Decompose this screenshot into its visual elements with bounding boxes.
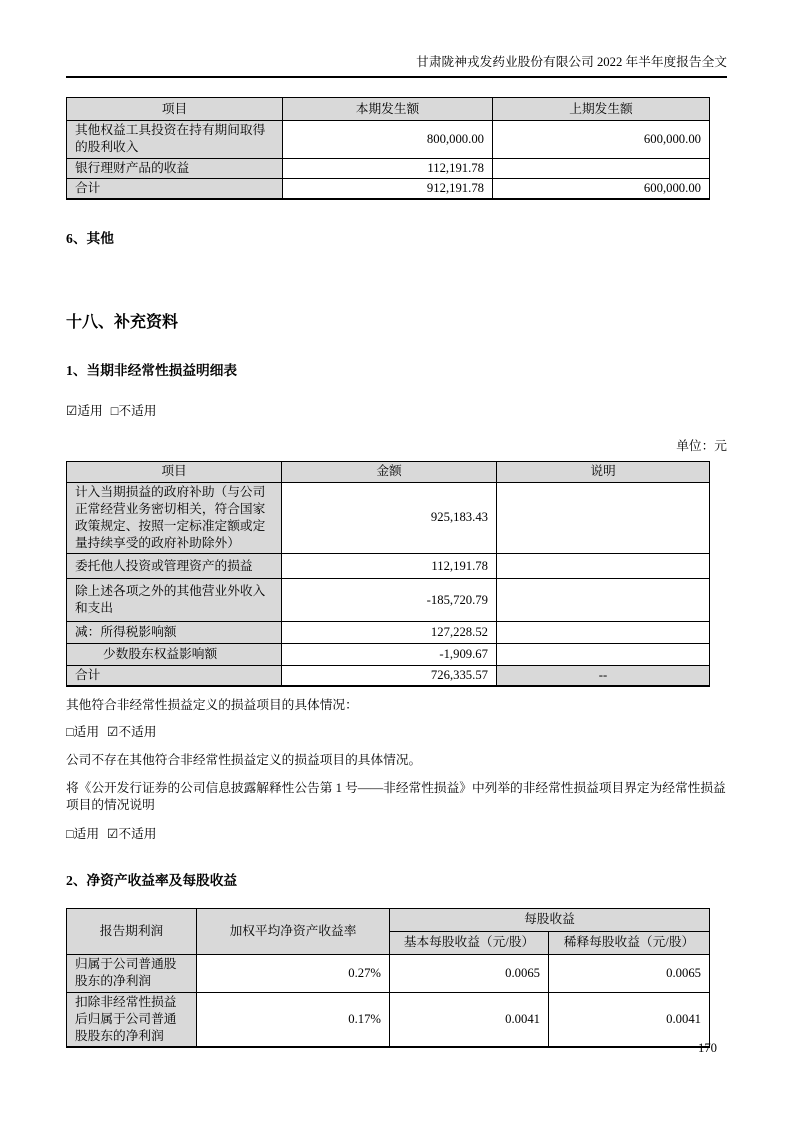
total-previous-value: 600,000.00	[493, 178, 710, 199]
income-header-previous: 上期发生额	[493, 98, 710, 121]
section-heading-supplement: 十八、补充资料	[66, 313, 179, 331]
row-item-label: 计入当期损益的政府补助（与公司正常经营业务密切相关，符合国家政策规定、按照一定标准定额或定量持续享受的政府补助除外）	[67, 482, 282, 554]
nonrecurring-table-header-row	[67, 461, 710, 482]
report-title: 甘肃陇神戎发药业股份有限公司 2022 年半年度报告全文	[416, 55, 727, 69]
table-row	[67, 579, 710, 622]
row-previous-value: 600,000.00	[493, 121, 710, 158]
roe-eps-header-row-1	[67, 908, 710, 931]
row-item-label: 归属于公司普通股股东的净利润	[67, 954, 197, 992]
row-note-value	[497, 622, 710, 644]
nonrecurring-table	[66, 461, 710, 688]
total-amount-value: 726,335.57	[282, 666, 497, 687]
checkbox-not-applicable-checked: ☑不适用	[107, 827, 157, 842]
header-profit-period: 报告期利润	[67, 908, 197, 954]
table-row	[67, 644, 710, 666]
row-item-label: 委托他人投资或管理资产的损益	[67, 554, 282, 579]
subsection-heading-roe-eps: 2、净资产收益率及每股收益	[66, 872, 238, 888]
row-item-label: 减：所得税影响额	[67, 622, 282, 644]
page-number: 170	[697, 1041, 717, 1055]
row-current-value: 112,191.78	[283, 158, 493, 178]
row-amount-value: 112,191.78	[282, 554, 497, 579]
row-amount-value: -1,909.67	[282, 644, 497, 666]
row-item-label: 除上述各项之外的其他营业外收入和支出	[67, 579, 282, 622]
paragraph-other-items: 其他符合非经常性损益定义的损益项目的具体情况：	[66, 698, 358, 713]
running-header	[66, 55, 727, 78]
row-amount-value: 925,183.43	[282, 482, 497, 554]
table-row	[67, 954, 710, 992]
table-row	[67, 482, 710, 554]
row-note-value	[497, 579, 710, 622]
row-item-label: 其他权益工具投资在持有期间取得的股利收入	[67, 121, 283, 158]
header-basic-eps: 基本每股收益（元/股）	[390, 931, 549, 954]
income-table	[66, 97, 710, 200]
paragraph-no-other-items: 公司不存在其他符合非经常性损益定义的损益项目的具体情况。	[66, 752, 422, 767]
row-note-value	[497, 644, 710, 666]
row-roe-value: 0.27%	[197, 954, 390, 992]
header-eps-group: 每股收益	[390, 908, 710, 931]
checkbox-applicable-unchecked: □适用	[66, 827, 100, 842]
roe-eps-table	[66, 908, 710, 1048]
applicability-line-1	[66, 403, 727, 421]
checkbox-applicable-unchecked: □适用	[66, 725, 100, 740]
nonrecurring-header-item: 项目	[67, 461, 282, 482]
applicability-line-3	[66, 826, 727, 844]
row-item-label: 扣除非经常性损益后归属于公司普通股股东的净利润	[67, 992, 197, 1047]
income-header-current: 本期发生额	[283, 98, 493, 121]
paragraph-reclassification-note: 将《公开发行证券的公司信息披露解释性公告第 1 号——非经常性损益》中列举的非经常性损益项目界定为经常性损益项目的情况说明	[66, 780, 726, 813]
table-total-row	[67, 666, 710, 687]
income-header-item: 项目	[67, 98, 283, 121]
total-note-value: --	[497, 666, 710, 687]
table-row	[67, 622, 710, 644]
header-diluted-eps: 稀释每股收益（元/股）	[549, 931, 710, 954]
total-label: 合计	[67, 666, 282, 687]
row-diluted-eps-value: 0.0065	[549, 954, 710, 992]
nonrecurring-header-amount: 金额	[282, 461, 497, 482]
total-current-value: 912,191.78	[283, 178, 493, 199]
checkbox-applicable-checked: ☑适用	[66, 403, 103, 418]
row-previous-value	[493, 158, 710, 178]
table-row	[67, 158, 710, 178]
row-roe-value: 0.17%	[197, 992, 390, 1047]
row-basic-eps-value: 0.0065	[390, 954, 549, 992]
checkbox-not-applicable-checked: ☑不适用	[107, 725, 157, 740]
applicability-line-2	[66, 724, 727, 742]
checkbox-not-applicable-unchecked: □不适用	[110, 403, 157, 418]
table-total-row	[67, 178, 710, 199]
table-row	[67, 121, 710, 158]
total-label: 合计	[67, 178, 283, 199]
row-diluted-eps-value: 0.0041	[549, 992, 710, 1047]
subsection-heading-nonrecurring: 1、当期非经常性损益明细表	[66, 362, 238, 378]
row-amount-value: -185,720.79	[282, 579, 497, 622]
row-basic-eps-value: 0.0041	[390, 992, 549, 1047]
header-weighted-roe: 加权平均净资产收益率	[197, 908, 390, 954]
income-table-header-row	[67, 98, 710, 121]
row-note-value	[497, 482, 710, 554]
row-item-label: 银行理财产品的收益	[67, 158, 283, 178]
unit-note: 单位：元	[676, 438, 727, 453]
table-row	[67, 554, 710, 579]
row-note-value	[497, 554, 710, 579]
row-amount-value: 127,228.52	[282, 622, 497, 644]
section-heading-other: 6、其他	[66, 230, 114, 246]
row-item-label: 少数股东权益影响额	[67, 644, 282, 666]
nonrecurring-header-note: 说明	[497, 461, 710, 482]
table-row	[67, 992, 710, 1047]
row-current-value: 800,000.00	[283, 121, 493, 158]
